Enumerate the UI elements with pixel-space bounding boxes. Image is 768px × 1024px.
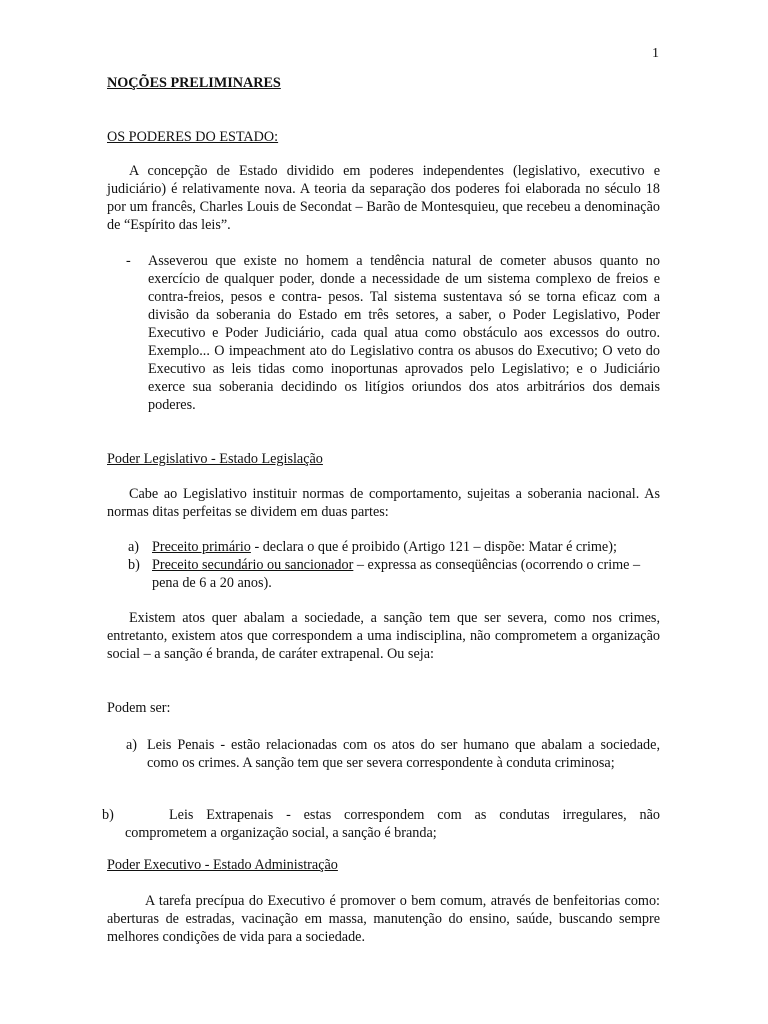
description-preceito-secundario: – expressa as conseqüências (ocorrendo o crime – pena de 6 a 20 anos). (152, 557, 641, 591)
section-heading-poderes: OS PODERES DO ESTADO: (107, 129, 279, 145)
list-item-preceito-primario (128, 538, 660, 556)
term-preceito-primario: Preceito primário (152, 539, 251, 555)
section-heading-executivo: Poder Executivo - Estado Administração (107, 857, 338, 873)
list-item-preceito-secundario (128, 556, 660, 592)
dash-marker: - (126, 253, 131, 269)
leis-extrapenais-text: Leis Extrapenais - estas correspondem com as condutas irregulares, não comprometem a organização social, a sanção é branda; (125, 807, 660, 841)
page-number: 1 (652, 46, 659, 61)
leis-penais-text: Leis Penais - estão relacionadas com os atos do ser humano que abalam a sociedade, como os crimes. A sanção tem que ser severa correspondente à conduta criminosa; (147, 737, 660, 771)
term-preceito-secundario: Preceito secundário ou sancionador (152, 557, 354, 573)
paragraph-executivo: A tarefa precípua do Executivo é promover o bem comum, através de benfeitorias como: aberturas de estradas, vacinação em massa, manutenção do ensino, saúde, buscando sempre melhores condições de vida para a sociedade. (107, 893, 660, 945)
description-preceito-primario: - declara o que é proibido (Artigo 121 – dispõe: Matar é crime); (250, 539, 617, 555)
paragraph-legislativo: Cabe ao Legislativo instituir normas de comportamento, sujeitas a soberania nacional. As normas ditas perfeitas se dividem em duas partes: (107, 486, 660, 520)
list-item-leis-penais (126, 736, 660, 772)
section-heading-legislativo: Poder Legislativo - Estado Legislação (107, 451, 323, 467)
paragraph-intro: A concepção de Estado dividido em poderes independentes (legislativo, executivo e judiciário) é relativamente nova. A teoria da separação dos poderes foi elaborada no século 18 por um francês, Charles Louis de Secondat – Barão de Montesquieu, que recebeu a denominação de “Espírito das leis”. (107, 163, 660, 233)
list-marker: b) (102, 807, 114, 823)
list-marker: a) (128, 539, 140, 555)
label-podem-ser: Podem ser: (107, 700, 171, 716)
document-title: NOÇÕES PRELIMINARES (107, 75, 281, 91)
paragraph-montesquieu: Asseverou que existe no homem a tendência natural de cometer abusos quanto no exercício de qualquer poder, donde a necessidade de um sistema complexo de freios e contra-freios, pesos e contra- pesos. Tal sistema sustentava só se torna eficaz com a divisão da soberania do Estado em três setores, a saber, o Poder Legislativo, Poder Executivo e Poder Judiciário, cada qual atua como obstáculo aos excessos do outro. Exemplo... O impeachment ato do Legislativo contra os abusos do Executivo; O veto do Executivo as leis tidas como inoportunas aprovados pelo Legislativo; e o Judiciário exerce sua soberania decidindo os litígios oriundos dos atos arbitrários dos demais poderes. (148, 253, 660, 413)
paragraph-sancao: Existem atos quer abalam a sociedade, a sanção tem que ser severa, como nos crimes, entretanto, existem atos que correspondem a uma indisciplina, não comprometem a organização social – a sanção é branda, de caráter extrapenal. Ou seja: (107, 610, 660, 662)
list-item-leis-extrapenais (102, 806, 660, 842)
list-marker: b) (128, 557, 140, 573)
list-marker: a) (126, 737, 138, 753)
